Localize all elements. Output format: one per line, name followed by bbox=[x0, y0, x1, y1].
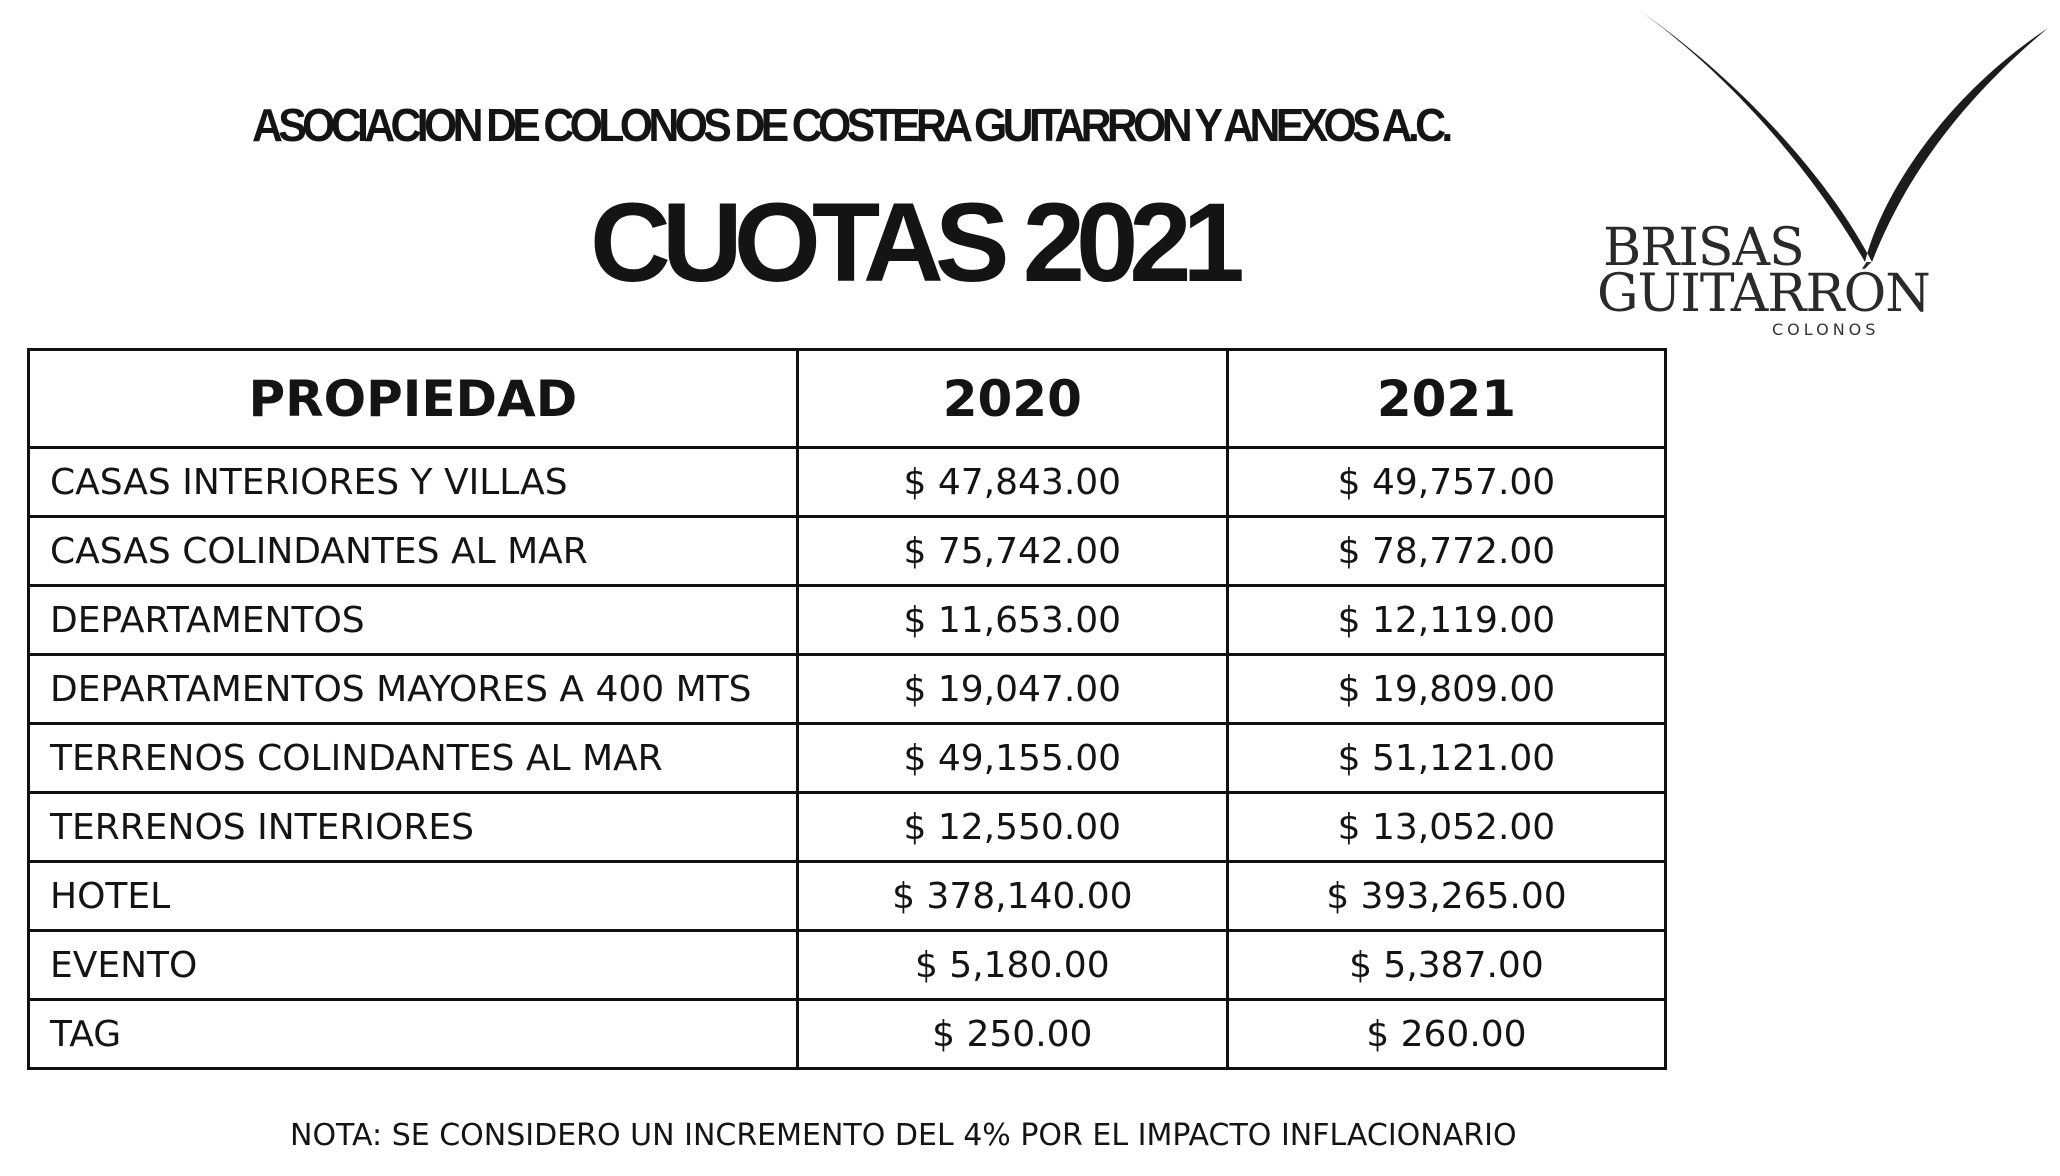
logo-line1: BRISAS bbox=[1603, 218, 1804, 278]
column-header-2021: 2021 bbox=[1227, 350, 1665, 448]
fee-2021-cell: $ 260.00 bbox=[1227, 1000, 1665, 1069]
brisas-guitarron-logo bbox=[1580, 0, 2060, 360]
inflation-note: NOTA: SE CONSIDERO UN INCREMENTO DEL 4% POR EL IMPACTO INFLACIONARIO bbox=[290, 1118, 1517, 1153]
fee-2020-cell: $ 378,140.00 bbox=[797, 862, 1227, 931]
table-row bbox=[29, 862, 1666, 931]
table-row bbox=[29, 517, 1666, 586]
property-cell: TERRENOS INTERIORES bbox=[29, 793, 798, 862]
fee-2021-cell: $ 5,387.00 bbox=[1227, 931, 1665, 1000]
organization-name: ASOCIACION DE COLONOS DE COSTERA GUITARRON Y ANEXOS A.C. bbox=[252, 99, 1449, 151]
column-header-2020: 2020 bbox=[797, 350, 1227, 448]
table-row bbox=[29, 931, 1666, 1000]
fee-2020-cell: $ 5,180.00 bbox=[797, 931, 1227, 1000]
column-header-property: PROPIEDAD bbox=[29, 350, 798, 448]
property-cell: DEPARTAMENTOS bbox=[29, 586, 798, 655]
table-row bbox=[29, 1000, 1666, 1069]
fee-2020-cell: $ 11,653.00 bbox=[797, 586, 1227, 655]
fee-2020-cell: $ 12,550.00 bbox=[797, 793, 1227, 862]
fee-2021-cell: $ 13,052.00 bbox=[1227, 793, 1665, 862]
fee-2020-cell: $ 19,047.00 bbox=[797, 655, 1227, 724]
fee-2021-cell: $ 51,121.00 bbox=[1227, 724, 1665, 793]
property-cell: DEPARTAMENTOS MAYORES A 400 MTS bbox=[29, 655, 798, 724]
fee-2021-cell: $ 78,772.00 bbox=[1227, 517, 1665, 586]
table-row bbox=[29, 724, 1666, 793]
table-header-row bbox=[29, 350, 1666, 448]
property-cell: TERRENOS COLINDANTES AL MAR bbox=[29, 724, 798, 793]
fee-2020-cell: $ 49,155.00 bbox=[797, 724, 1227, 793]
fee-2021-cell: $ 19,809.00 bbox=[1227, 655, 1665, 724]
property-cell: TAG bbox=[29, 1000, 798, 1069]
logo-subtitle: COLONOS bbox=[1772, 320, 1880, 339]
table-row bbox=[29, 655, 1666, 724]
fee-2020-cell: $ 75,742.00 bbox=[797, 517, 1227, 586]
property-cell: CASAS INTERIORES Y VILLAS bbox=[29, 448, 798, 517]
table-row bbox=[29, 793, 1666, 862]
fee-2020-cell: $ 47,843.00 bbox=[797, 448, 1227, 517]
fee-2021-cell: $ 49,757.00 bbox=[1227, 448, 1665, 517]
property-cell: CASAS COLINDANTES AL MAR bbox=[29, 517, 798, 586]
property-cell: EVENTO bbox=[29, 931, 798, 1000]
fee-2020-cell: $ 250.00 bbox=[797, 1000, 1227, 1069]
fee-2021-cell: $ 12,119.00 bbox=[1227, 586, 1665, 655]
logo-line2: GUITARRÓN bbox=[1597, 264, 1930, 324]
table-row bbox=[29, 586, 1666, 655]
fees-table bbox=[27, 348, 1667, 1070]
property-cell: HOTEL bbox=[29, 862, 798, 931]
table-row bbox=[29, 448, 1666, 517]
fee-2021-cell: $ 393,265.00 bbox=[1227, 862, 1665, 931]
page-title: CUOTAS 2021 bbox=[590, 180, 1236, 305]
